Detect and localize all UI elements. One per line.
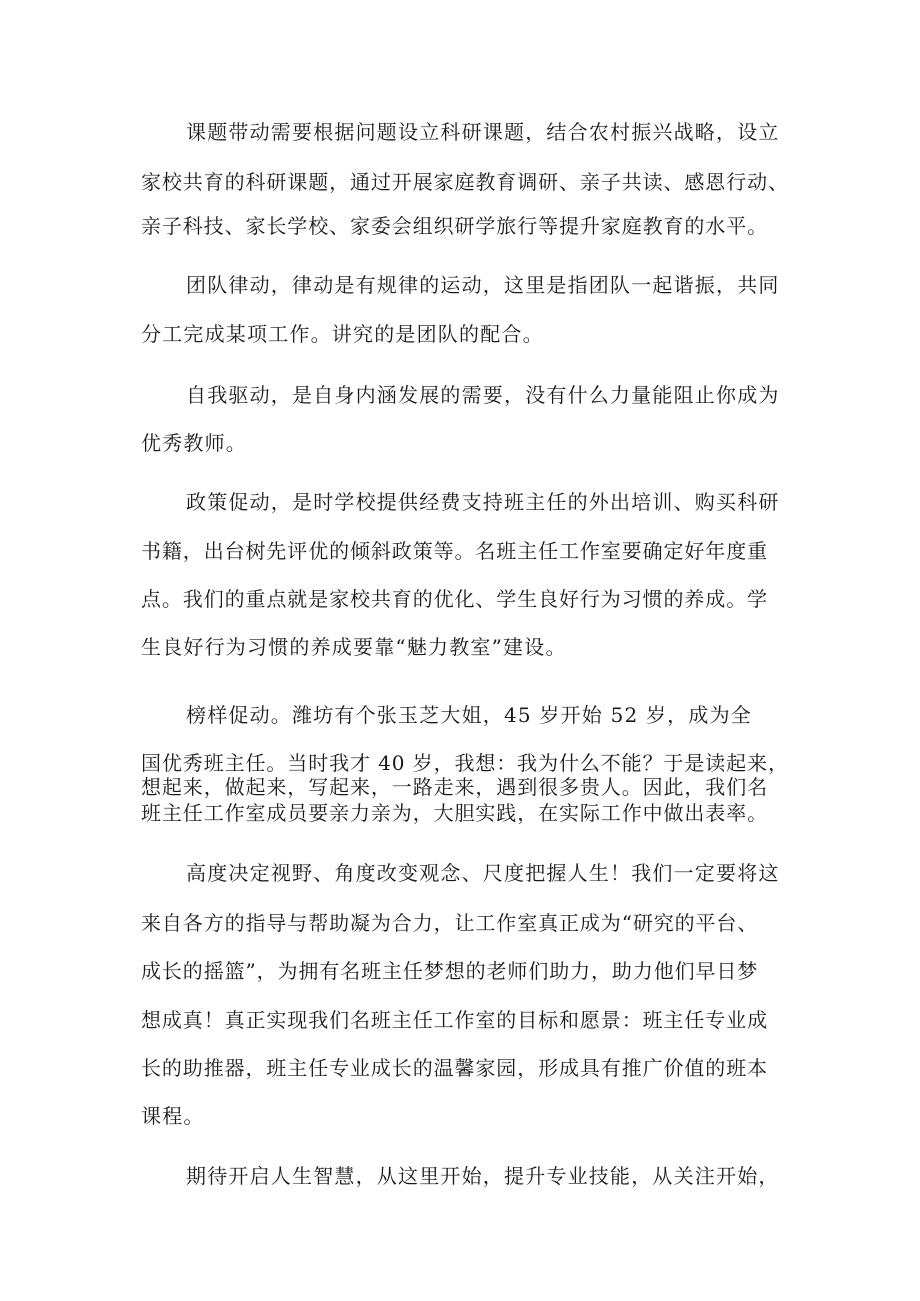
text-line: 亲子科技、家长学校、家委会组织研学旅行等提升家庭教育的水平。 bbox=[141, 214, 768, 238]
text-line: 成长的摇篮”，为拥有名班主任梦想的老师们助力，助力他们早日梦 bbox=[141, 959, 759, 983]
text-line: 优秀教师。 bbox=[141, 431, 247, 455]
text-line: 书籍，出台树先评优的倾斜政策等。名班主任工作室要确定好年度重 bbox=[141, 539, 768, 563]
text-line: 课程。 bbox=[141, 1104, 205, 1128]
text-line: 国优秀班主任。当时我才 40 岁，我想：我为什么不能？于是读起来， bbox=[141, 751, 789, 775]
text-line: 期待开启人生智慧，从这里开始，提升专业技能，从关注开始， bbox=[186, 1164, 780, 1188]
text-line: 团队律动，律动是有规律的运动，这里是指团队一起谐振，共同 bbox=[186, 273, 780, 297]
text-line: 想起来，做起来，写起来，一路走来，遇到很多贵人。因此，我们名 bbox=[141, 775, 768, 799]
text-line: 班主任工作室成员要亲力亲为，大胆实践，在实际工作中做出表率。 bbox=[141, 801, 768, 825]
text-line: 家校共育的科研课题，通过开展家庭教育调研、亲子共读、感恩行动、 bbox=[141, 170, 789, 194]
text-line: 想成真！真正实现我们名班主任工作室的目标和愿景：班主任专业成 bbox=[141, 1008, 768, 1032]
text-line: 点。我们的重点就是家校共育的优化、学生良好行为习惯的养成。学 bbox=[141, 587, 768, 611]
text-line: 自我驱动，是自身内涵发展的需要，没有什么力量能阻止你成为 bbox=[186, 383, 780, 407]
text-line: 高度决定视野、角度改变观念、尺度把握人生！我们一定要将这 bbox=[186, 861, 780, 885]
text-line: 政策促动，是时学校提供经费支持班主任的外出培训、购买科研 bbox=[186, 490, 780, 514]
text-line: 分工完成某项工作。讲究的是团队的配合。 bbox=[141, 322, 544, 346]
text-line: 长的助推器，班主任专业成长的温馨家园，形成具有推广价值的班本 bbox=[141, 1056, 768, 1080]
text-line: 课题带动需要根据问题设立科研课题，结合农村振兴战略，设立 bbox=[186, 120, 780, 144]
text-line: 榜样促动。潍坊有个张玉芝大姐，45 岁开始 52 岁，成为全 bbox=[186, 703, 752, 727]
text-line: 来自各方的指导与帮助凝为合力，让工作室真正成为“研究的平台、 bbox=[141, 911, 759, 935]
text-line: 生良好行为习惯的养成要靠“魅力教室”建设。 bbox=[141, 635, 567, 659]
